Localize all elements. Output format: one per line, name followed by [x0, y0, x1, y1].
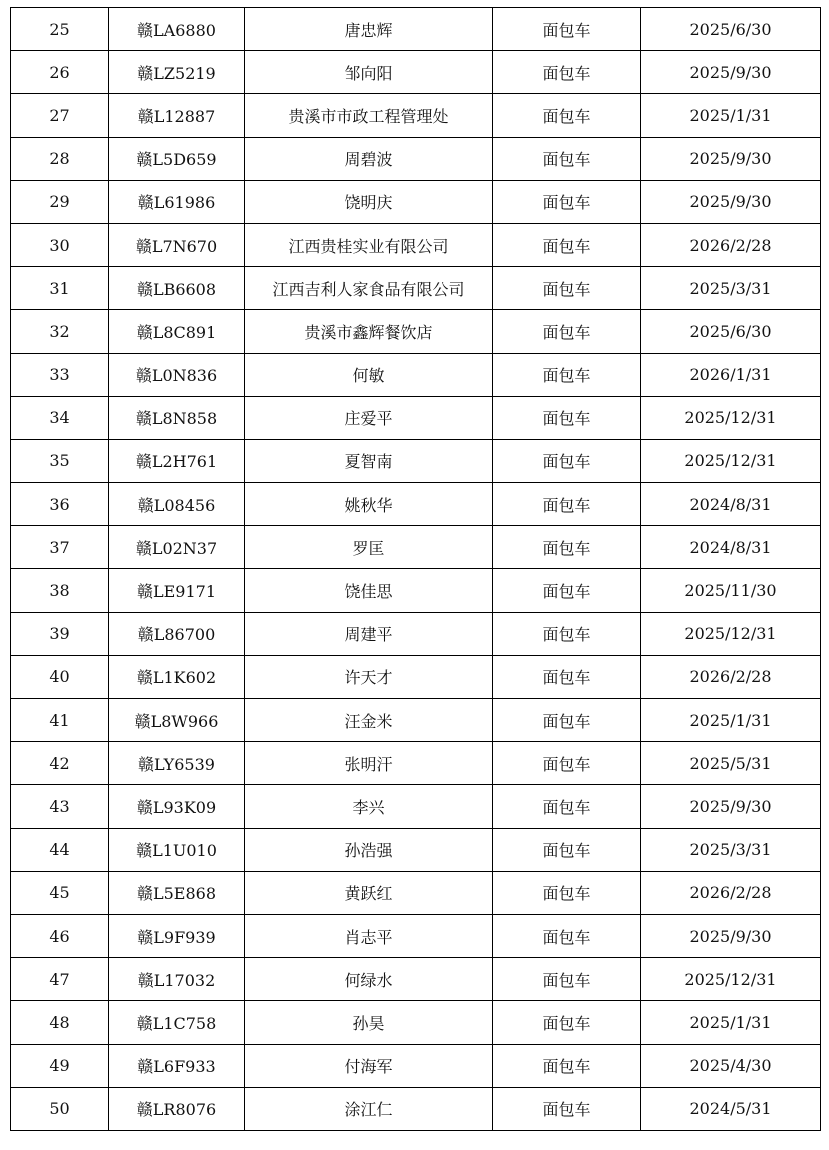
table-row	[11, 1044, 821, 1087]
plate-number-cell: 赣LE9171	[109, 569, 245, 612]
row-number-cell: 30	[11, 223, 109, 266]
owner-cell: 何绿水	[245, 958, 493, 1001]
vehicle-type-cell: 面包车	[493, 914, 641, 957]
owner-cell: 姚秋华	[245, 483, 493, 526]
expiry-date-cell: 2025/6/30	[641, 8, 821, 51]
row-number-cell: 45	[11, 871, 109, 914]
expiry-date-cell: 2025/5/31	[641, 742, 821, 785]
vehicle-type-cell: 面包车	[493, 353, 641, 396]
table-row	[11, 1087, 821, 1130]
table-row	[11, 958, 821, 1001]
plate-number-cell: 赣L9F939	[109, 914, 245, 957]
expiry-date-cell: 2025/12/31	[641, 958, 821, 1001]
expiry-date-cell: 2025/6/30	[641, 310, 821, 353]
owner-cell: 贵溪市鑫辉餐饮店	[245, 310, 493, 353]
vehicle-type-cell: 面包车	[493, 785, 641, 828]
table-row	[11, 353, 821, 396]
expiry-date-cell: 2025/3/31	[641, 267, 821, 310]
table-row	[11, 310, 821, 353]
plate-number-cell: 赣L8C891	[109, 310, 245, 353]
expiry-date-cell: 2025/12/31	[641, 396, 821, 439]
expiry-date-cell: 2025/11/30	[641, 569, 821, 612]
owner-cell: 邹向阳	[245, 51, 493, 94]
owner-cell: 庄爱平	[245, 396, 493, 439]
row-number-cell: 48	[11, 1001, 109, 1044]
row-number-cell: 42	[11, 742, 109, 785]
table-row	[11, 180, 821, 223]
expiry-date-cell: 2024/8/31	[641, 483, 821, 526]
plate-number-cell: 赣LY6539	[109, 742, 245, 785]
row-number-cell: 25	[11, 8, 109, 51]
row-number-cell: 35	[11, 439, 109, 482]
owner-cell: 周建平	[245, 612, 493, 655]
row-number-cell: 50	[11, 1087, 109, 1130]
owner-cell: 饶佳思	[245, 569, 493, 612]
table-row	[11, 655, 821, 698]
row-number-cell: 32	[11, 310, 109, 353]
vehicle-type-cell: 面包车	[493, 483, 641, 526]
owner-cell: 江西吉利人家食品有限公司	[245, 267, 493, 310]
row-number-cell: 47	[11, 958, 109, 1001]
vehicle-type-cell: 面包车	[493, 223, 641, 266]
vehicle-type-cell: 面包车	[493, 742, 641, 785]
plate-number-cell: 赣L5D659	[109, 137, 245, 180]
owner-cell: 何敏	[245, 353, 493, 396]
plate-number-cell: 赣LA6880	[109, 8, 245, 51]
plate-number-cell: 赣L1K602	[109, 655, 245, 698]
plate-number-cell: 赣L61986	[109, 180, 245, 223]
owner-cell: 夏智南	[245, 439, 493, 482]
plate-number-cell: 赣L7N670	[109, 223, 245, 266]
plate-number-cell: 赣L8N858	[109, 396, 245, 439]
vehicle-type-cell: 面包车	[493, 310, 641, 353]
vehicle-type-cell: 面包车	[493, 8, 641, 51]
plate-number-cell: 赣L02N37	[109, 526, 245, 569]
table-row	[11, 871, 821, 914]
vehicle-type-cell: 面包车	[493, 958, 641, 1001]
plate-number-cell: 赣L1C758	[109, 1001, 245, 1044]
table-row	[11, 742, 821, 785]
plate-number-cell: 赣L93K09	[109, 785, 245, 828]
row-number-cell: 27	[11, 94, 109, 137]
owner-cell: 肖志平	[245, 914, 493, 957]
vehicle-type-cell: 面包车	[493, 439, 641, 482]
owner-cell: 周碧波	[245, 137, 493, 180]
vehicle-type-cell: 面包车	[493, 612, 641, 655]
table-row	[11, 526, 821, 569]
expiry-date-cell: 2026/2/28	[641, 223, 821, 266]
vehicle-type-cell: 面包车	[493, 51, 641, 94]
expiry-date-cell: 2025/4/30	[641, 1044, 821, 1087]
vehicle-type-cell: 面包车	[493, 180, 641, 223]
vehicle-type-cell: 面包车	[493, 828, 641, 871]
owner-cell: 黄跃红	[245, 871, 493, 914]
plate-number-cell: 赣L0N836	[109, 353, 245, 396]
expiry-date-cell: 2025/1/31	[641, 94, 821, 137]
owner-cell: 涂江仁	[245, 1087, 493, 1130]
vehicle-type-cell: 面包车	[493, 1044, 641, 1087]
vehicle-type-cell: 面包车	[493, 396, 641, 439]
row-number-cell: 38	[11, 569, 109, 612]
vehicle-type-cell: 面包车	[493, 94, 641, 137]
row-number-cell: 43	[11, 785, 109, 828]
owner-cell: 饶明庆	[245, 180, 493, 223]
row-number-cell: 28	[11, 137, 109, 180]
vehicle-type-cell: 面包车	[493, 267, 641, 310]
table-row	[11, 785, 821, 828]
row-number-cell: 49	[11, 1044, 109, 1087]
row-number-cell: 34	[11, 396, 109, 439]
vehicle-type-cell: 面包车	[493, 1001, 641, 1044]
plate-number-cell: 赣L6F933	[109, 1044, 245, 1087]
row-number-cell: 41	[11, 699, 109, 742]
owner-cell: 江西贵桂实业有限公司	[245, 223, 493, 266]
expiry-date-cell: 2024/8/31	[641, 526, 821, 569]
plate-number-cell: 赣L5E868	[109, 871, 245, 914]
expiry-date-cell: 2025/9/30	[641, 180, 821, 223]
expiry-date-cell: 2025/9/30	[641, 785, 821, 828]
table-row	[11, 569, 821, 612]
expiry-date-cell: 2025/3/31	[641, 828, 821, 871]
expiry-date-cell: 2026/1/31	[641, 353, 821, 396]
owner-cell: 贵溪市市政工程管理处	[245, 94, 493, 137]
owner-cell: 李兴	[245, 785, 493, 828]
plate-number-cell: 赣LZ5219	[109, 51, 245, 94]
plate-number-cell: 赣L8W966	[109, 699, 245, 742]
plate-number-cell: 赣L86700	[109, 612, 245, 655]
expiry-date-cell: 2024/5/31	[641, 1087, 821, 1130]
table-row	[11, 483, 821, 526]
vehicle-type-cell: 面包车	[493, 655, 641, 698]
vehicle-type-cell: 面包车	[493, 699, 641, 742]
plate-number-cell: 赣LB6608	[109, 267, 245, 310]
plate-number-cell: 赣L08456	[109, 483, 245, 526]
row-number-cell: 44	[11, 828, 109, 871]
expiry-date-cell: 2025/12/31	[641, 439, 821, 482]
expiry-date-cell: 2025/12/31	[641, 612, 821, 655]
table-row	[11, 8, 821, 51]
expiry-date-cell: 2025/9/30	[641, 51, 821, 94]
row-number-cell: 26	[11, 51, 109, 94]
vehicle-type-cell: 面包车	[493, 137, 641, 180]
plate-number-cell: 赣L17032	[109, 958, 245, 1001]
owner-cell: 许天才	[245, 655, 493, 698]
row-number-cell: 46	[11, 914, 109, 957]
owner-cell: 唐忠辉	[245, 8, 493, 51]
table-row	[11, 267, 821, 310]
row-number-cell: 33	[11, 353, 109, 396]
expiry-date-cell: 2026/2/28	[641, 655, 821, 698]
row-number-cell: 31	[11, 267, 109, 310]
owner-cell: 付海军	[245, 1044, 493, 1087]
row-number-cell: 37	[11, 526, 109, 569]
owner-cell: 张明汗	[245, 742, 493, 785]
vehicle-type-cell: 面包车	[493, 526, 641, 569]
plate-number-cell: 赣L1U010	[109, 828, 245, 871]
expiry-date-cell: 2025/1/31	[641, 1001, 821, 1044]
row-number-cell: 39	[11, 612, 109, 655]
expiry-date-cell: 2026/2/28	[641, 871, 821, 914]
plate-number-cell: 赣L2H761	[109, 439, 245, 482]
owner-cell: 罗匡	[245, 526, 493, 569]
plate-number-cell: 赣LR8076	[109, 1087, 245, 1130]
table-row	[11, 612, 821, 655]
plate-number-cell: 赣L12887	[109, 94, 245, 137]
row-number-cell: 40	[11, 655, 109, 698]
table-row	[11, 94, 821, 137]
vehicle-type-cell: 面包车	[493, 871, 641, 914]
vehicle-table-body	[11, 8, 821, 1131]
table-row	[11, 439, 821, 482]
table-row	[11, 137, 821, 180]
table-row	[11, 396, 821, 439]
table-row	[11, 51, 821, 94]
vehicle-table	[10, 7, 821, 1131]
table-row	[11, 914, 821, 957]
expiry-date-cell: 2025/9/30	[641, 914, 821, 957]
row-number-cell: 36	[11, 483, 109, 526]
owner-cell: 汪金米	[245, 699, 493, 742]
table-row	[11, 223, 821, 266]
expiry-date-cell: 2025/1/31	[641, 699, 821, 742]
table-row	[11, 828, 821, 871]
table-row	[11, 699, 821, 742]
vehicle-type-cell: 面包车	[493, 569, 641, 612]
owner-cell: 孙浩强	[245, 828, 493, 871]
table-row	[11, 1001, 821, 1044]
expiry-date-cell: 2025/9/30	[641, 137, 821, 180]
vehicle-type-cell: 面包车	[493, 1087, 641, 1130]
owner-cell: 孙昊	[245, 1001, 493, 1044]
row-number-cell: 29	[11, 180, 109, 223]
